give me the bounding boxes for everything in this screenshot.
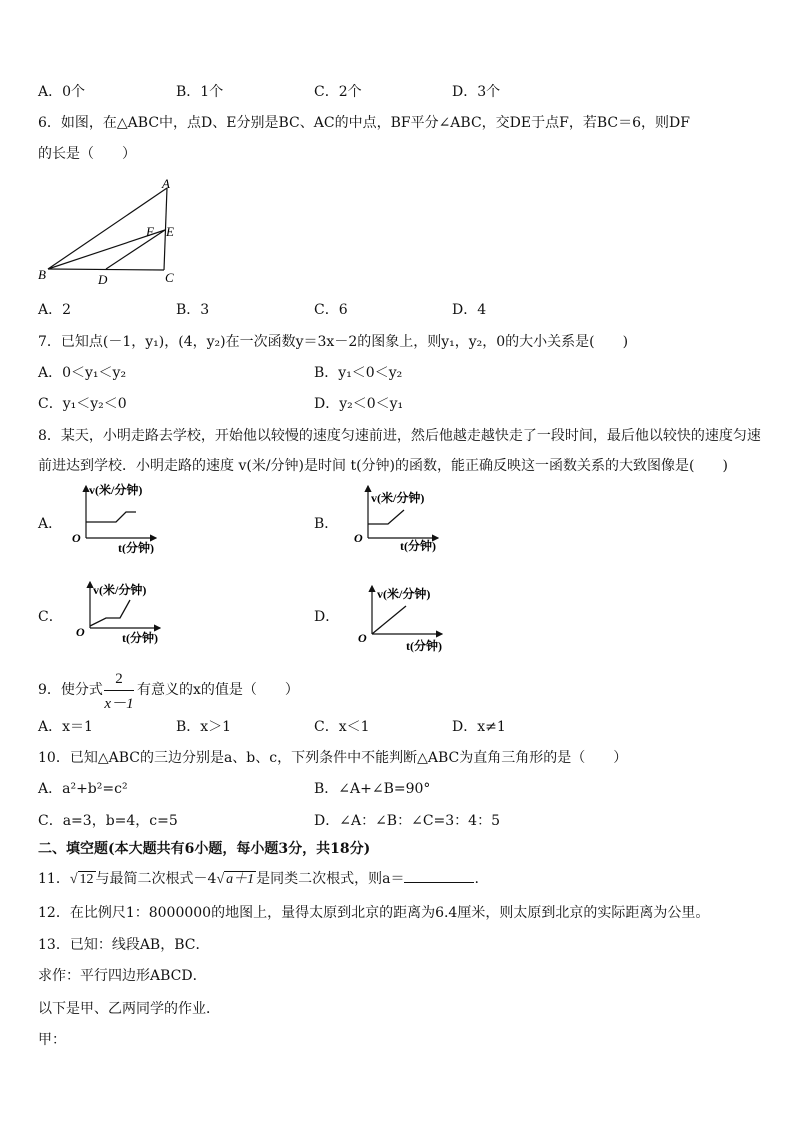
q13-line4: 甲： — [38, 1032, 66, 1048]
q8-stem-line2: 前进达到学校．小明走路的速度 v(米/分钟)是时间 t(分钟)的函数，能正确反映这一函数关系的大致图像是( ) — [38, 458, 728, 474]
svg-text:v(米/分钟): v(米/分钟) — [93, 583, 147, 597]
q10-option-c: C．a=3，b=4，c=5 — [38, 813, 178, 829]
q8-graph-a — [70, 482, 170, 554]
q6-option-b: B．3 — [176, 302, 210, 318]
q10-option-a: A．a²+b²=c² — [38, 781, 128, 797]
label-B: B — [38, 267, 46, 282]
q6-stem-line2: 的长是（ ） — [38, 146, 136, 162]
svg-text:t(分钟): t(分钟) — [400, 539, 436, 553]
graph-a-line — [86, 512, 136, 522]
q7-stem: 7．已知点(－1，y₁)，(4，y₂)在一次函数y＝3x－2的图象上，则y₁，y₂，0的大小关系是( ) — [38, 334, 629, 350]
q8-option-b: B． — [314, 516, 339, 532]
q9-prefix: 9．使分式 — [38, 682, 103, 698]
q11-answer-blank — [404, 870, 474, 883]
svg-text:O: O — [354, 531, 363, 545]
svg-text:t(分钟): t(分钟) — [118, 541, 154, 554]
q5-option-a: A．0个 — [38, 84, 86, 100]
svg-text:v(米/分钟): v(米/分钟) — [89, 483, 143, 497]
q8-graph-b — [352, 482, 452, 554]
q13-line2: 求作：平行四边形ABCD． — [38, 968, 207, 984]
q7-option-d: D．y₂＜0＜y₁ — [314, 396, 404, 412]
svg-text:O: O — [358, 631, 367, 645]
q11-radical-1: √ 12 — [69, 872, 94, 887]
q6-triangle-figure — [34, 176, 184, 288]
q9-fraction-bar — [104, 690, 134, 691]
q8-graph-c — [74, 578, 174, 650]
q8-option-d: D． — [314, 609, 340, 625]
section-title-fill-blank: 二、填空题(本大题共有6小题，每小题3分，共18分) — [38, 841, 371, 857]
q11-radical-2: √ a＋1 — [216, 872, 255, 887]
svg-text:O: O — [76, 625, 85, 639]
q9-denominator: x－1 — [104, 696, 134, 712]
q7-option-c: C．y₁＜y₂＜0 — [38, 396, 127, 412]
q8-option-a: A． — [38, 516, 63, 532]
svg-text:t(分钟): t(分钟) — [122, 631, 158, 645]
q9-option-c: C．x＜1 — [314, 719, 370, 735]
q12-stem: 12．在比例尺1：8000000的地图上，量得太原到北京的距离为6.4厘米，则太原到北京的实际距离为公里。 — [38, 905, 710, 921]
q11-suffix: 是同类二次根式，则a＝ — [256, 871, 405, 887]
label-F: F — [146, 224, 154, 239]
q7-option-a: A．0＜y₁＜y₂ — [38, 365, 127, 381]
q13-line3: 以下是甲、乙两同学的作业． — [38, 1001, 220, 1017]
label-D: D — [98, 272, 108, 287]
q5-option-b: B．1个 — [176, 84, 224, 100]
svg-text:v(米/分钟): v(米/分钟) — [377, 587, 431, 601]
q11-end: . — [474, 871, 479, 887]
q5-option-d: D．3个 — [452, 84, 501, 100]
q8-graph-d — [356, 582, 456, 654]
q11-line — [38, 870, 479, 889]
q8-stem-line1: 8．某天，小明走路去学校，开始他以较慢的速度匀速前进，然后他越走越快走了一段时间，最后他以较快的速度匀速 — [38, 428, 761, 444]
segment-DE — [106, 230, 165, 269]
q5-option-c: C．2个 — [314, 84, 362, 100]
q11-middle-text: 与最简二次根式－4 — [95, 871, 217, 887]
label-E: E — [166, 224, 174, 239]
q11-number: 11． — [38, 871, 70, 887]
q9-option-b: B．x＞1 — [176, 719, 232, 735]
q10-stem: 10．已知△ABC的三边分别是a、b、c，下列条件中不能判断△ABC为直角三角形的是（ ） — [38, 750, 628, 766]
q6-option-c: C．6 — [314, 302, 348, 318]
q9-suffix: 有意义的x的值是（ ） — [137, 682, 299, 698]
q9-option-a: A．x＝1 — [38, 719, 93, 735]
svg-text:O: O — [72, 531, 81, 545]
q9-numerator: 2 — [115, 671, 123, 687]
q9-option-d: D．x≠1 — [452, 719, 506, 735]
svg-text:t(分钟): t(分钟) — [406, 639, 442, 653]
q10-option-b: B．∠A+∠B=90° — [314, 781, 431, 797]
label-A: A — [162, 176, 170, 191]
q13-line1: 13．已知：线段AB，BC． — [38, 937, 210, 953]
graph-d-line — [372, 606, 406, 634]
label-C: C — [165, 270, 174, 285]
svg-text:v(米/分钟): v(米/分钟) — [371, 491, 425, 505]
q7-option-b: B．y₁＜0＜y₂ — [314, 365, 403, 381]
q8-option-c: C． — [38, 609, 63, 625]
q10-option-d: D．∠A：∠B：∠C=3：4：5 — [314, 813, 500, 829]
graph-c-line — [90, 600, 130, 626]
q6-option-d: D．4 — [452, 302, 487, 318]
segment-BC — [48, 269, 164, 270]
q6-option-a: A．2 — [38, 302, 72, 318]
q6-stem-line1: 6．如图，在△ABC中，点D、E分别是BC、AC的中点，BF平分∠ABC，交DE于点F，若BC＝6，则DF — [38, 115, 690, 131]
graph-b-line — [368, 510, 404, 524]
